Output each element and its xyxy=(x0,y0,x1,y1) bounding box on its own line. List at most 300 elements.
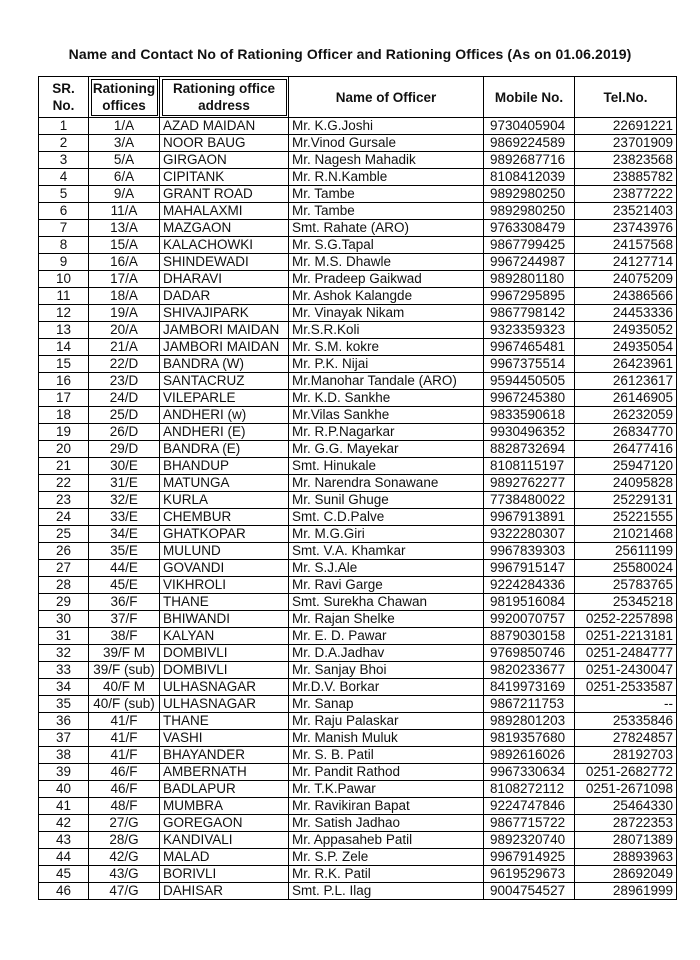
cell-rationing-office: 23/D xyxy=(89,373,160,390)
cell-officer-name: Mr. Satish Jadhao xyxy=(289,815,484,832)
cell-rationing-office: 22/D xyxy=(89,356,160,373)
cell-sr-no: 5 xyxy=(39,186,89,203)
cell-tel-no: 25464330 xyxy=(575,798,677,815)
cell-sr-no: 3 xyxy=(39,152,89,169)
cell-sr-no: 11 xyxy=(39,288,89,305)
cell-tel-no: 23885782 xyxy=(575,169,677,186)
cell-officer-name: Mr. Sunil Ghuge xyxy=(289,492,484,509)
cell-mobile-no: 8828732694 xyxy=(484,441,575,458)
table-row xyxy=(39,135,677,152)
cell-mobile-no: 9594450505 xyxy=(484,373,575,390)
cell-sr-no: 35 xyxy=(39,696,89,713)
cell-tel-no: 24935054 xyxy=(575,339,677,356)
cell-sr-no: 42 xyxy=(39,815,89,832)
cell-rationing-office: 24/D xyxy=(89,390,160,407)
cell-office-address: DOMBIVLI xyxy=(160,645,289,662)
cell-rationing-office: 45/E xyxy=(89,577,160,594)
cell-sr-no: 29 xyxy=(39,594,89,611)
header-sr-line1: SR. xyxy=(52,81,75,96)
cell-tel-no: 24157568 xyxy=(575,237,677,254)
cell-officer-name: Mr. Ravi Garge xyxy=(289,577,484,594)
table-row xyxy=(39,509,677,526)
table-row xyxy=(39,254,677,271)
table-row xyxy=(39,815,677,832)
cell-office-address: BHAYANDER xyxy=(160,747,289,764)
cell-tel-no: 23743976 xyxy=(575,220,677,237)
cell-sr-no: 31 xyxy=(39,628,89,645)
header-rationing-offices xyxy=(89,77,160,118)
cell-mobile-no: 9892980250 xyxy=(484,186,575,203)
cell-officer-name: Mr. T.K.Pawar xyxy=(289,781,484,798)
cell-sr-no: 24 xyxy=(39,509,89,526)
cell-office-address: DADAR xyxy=(160,288,289,305)
rationing-officers-table xyxy=(38,76,677,900)
table-row xyxy=(39,747,677,764)
cell-rationing-office: 15/A xyxy=(89,237,160,254)
cell-mobile-no: 9892616026 xyxy=(484,747,575,764)
cell-tel-no: 24386566 xyxy=(575,288,677,305)
table-row xyxy=(39,458,677,475)
cell-sr-no: 40 xyxy=(39,781,89,798)
cell-office-address: NOOR BAUG xyxy=(160,135,289,152)
table-row xyxy=(39,798,677,815)
table-row xyxy=(39,356,677,373)
cell-officer-name: Mr. D.A.Jadhav xyxy=(289,645,484,662)
cell-tel-no: 0251-2671098 xyxy=(575,781,677,798)
cell-rationing-office: 17/A xyxy=(89,271,160,288)
cell-officer-name: Mr. S. B. Patil xyxy=(289,747,484,764)
table-row xyxy=(39,832,677,849)
cell-office-address: KANDIVALI xyxy=(160,832,289,849)
table-row xyxy=(39,492,677,509)
table-row xyxy=(39,883,677,900)
table-row xyxy=(39,186,677,203)
table-header-row xyxy=(39,77,677,118)
cell-officer-name: Smt. C.D.Palve xyxy=(289,509,484,526)
cell-rationing-office: 26/D xyxy=(89,424,160,441)
cell-mobile-no: 9322280307 xyxy=(484,526,575,543)
cell-tel-no: 23701909 xyxy=(575,135,677,152)
cell-rationing-office: 13/A xyxy=(89,220,160,237)
cell-sr-no: 15 xyxy=(39,356,89,373)
cell-officer-name: Mr. S.G.Tapal xyxy=(289,237,484,254)
cell-rationing-office: 41/F xyxy=(89,730,160,747)
table-row xyxy=(39,203,677,220)
table-row xyxy=(39,237,677,254)
cell-sr-no: 28 xyxy=(39,577,89,594)
cell-mobile-no: 9224747846 xyxy=(484,798,575,815)
cell-officer-name: Mr.S.R.Koli xyxy=(289,322,484,339)
cell-office-address: JAMBORI MAIDAN xyxy=(160,322,289,339)
cell-tel-no: -- xyxy=(575,696,677,713)
cell-rationing-office: 40/F (sub) xyxy=(89,696,160,713)
cell-rationing-office: 39/F (sub) xyxy=(89,662,160,679)
cell-rationing-office: 5/A xyxy=(89,152,160,169)
table-row xyxy=(39,577,677,594)
cell-mobile-no: 9769850746 xyxy=(484,645,575,662)
cell-tel-no: 26232059 xyxy=(575,407,677,424)
cell-rationing-office: 44/E xyxy=(89,560,160,577)
cell-office-address: BHANDUP xyxy=(160,458,289,475)
cell-officer-name: Mr. K.G.Joshi xyxy=(289,118,484,135)
cell-rationing-office: 38/F xyxy=(89,628,160,645)
cell-rationing-office: 36/F xyxy=(89,594,160,611)
table-row xyxy=(39,611,677,628)
cell-officer-name: Mr. Tambe xyxy=(289,186,484,203)
cell-office-address: ANDHERI (E) xyxy=(160,424,289,441)
cell-sr-no: 1 xyxy=(39,118,89,135)
table-row xyxy=(39,594,677,611)
cell-sr-no: 26 xyxy=(39,543,89,560)
cell-officer-name: Mr. S.J.Ale xyxy=(289,560,484,577)
cell-officer-name: Smt. Hinukale xyxy=(289,458,484,475)
cell-mobile-no: 8419973169 xyxy=(484,679,575,696)
cell-office-address: KURLA xyxy=(160,492,289,509)
cell-mobile-no: 8108412039 xyxy=(484,169,575,186)
cell-tel-no: 27824857 xyxy=(575,730,677,747)
cell-office-address: BADLAPUR xyxy=(160,781,289,798)
cell-office-address: KALACHOWKI xyxy=(160,237,289,254)
cell-rationing-office: 43/G xyxy=(89,866,160,883)
cell-office-address: BHIWANDI xyxy=(160,611,289,628)
table-row xyxy=(39,390,677,407)
cell-office-address: CHEMBUR xyxy=(160,509,289,526)
cell-sr-no: 39 xyxy=(39,764,89,781)
cell-office-address: MALAD xyxy=(160,849,289,866)
table-row xyxy=(39,118,677,135)
table-row xyxy=(39,526,677,543)
cell-mobile-no: 9892801203 xyxy=(484,713,575,730)
cell-tel-no: 25229131 xyxy=(575,492,677,509)
cell-sr-no: 22 xyxy=(39,475,89,492)
cell-mobile-no: 9967465481 xyxy=(484,339,575,356)
document-title: Name and Contact No of Rationing Officer and Rationing Offices (As on 01.06.2019) xyxy=(68,46,632,62)
cell-tel-no: 28192703 xyxy=(575,747,677,764)
cell-rationing-office: 3/A xyxy=(89,135,160,152)
cell-rationing-office: 31/E xyxy=(89,475,160,492)
cell-sr-no: 34 xyxy=(39,679,89,696)
cell-officer-name: Mr. Ravikiran Bapat xyxy=(289,798,484,815)
cell-officer-name: Mr. M.G.Giri xyxy=(289,526,484,543)
table-row xyxy=(39,339,677,356)
cell-office-address: KALYAN xyxy=(160,628,289,645)
cell-sr-no: 2 xyxy=(39,135,89,152)
cell-sr-no: 13 xyxy=(39,322,89,339)
cell-officer-name: Mr. Ashok Kalangde xyxy=(289,288,484,305)
cell-mobile-no: 9224284336 xyxy=(484,577,575,594)
cell-office-address: MAHALAXMI xyxy=(160,203,289,220)
cell-officer-name: Mr. S.M. kokre xyxy=(289,339,484,356)
cell-rationing-office: 29/D xyxy=(89,441,160,458)
cell-tel-no: 23877222 xyxy=(575,186,677,203)
cell-office-address: BANDRA (W) xyxy=(160,356,289,373)
cell-sr-no: 19 xyxy=(39,424,89,441)
cell-mobile-no: 9892762277 xyxy=(484,475,575,492)
cell-mobile-no: 9833590618 xyxy=(484,407,575,424)
cell-tel-no: 26123617 xyxy=(575,373,677,390)
header-sr-line2: No. xyxy=(52,98,75,113)
table-row xyxy=(39,220,677,237)
cell-tel-no: 28961999 xyxy=(575,883,677,900)
cell-office-address: MAZGAON xyxy=(160,220,289,237)
cell-mobile-no: 9323359323 xyxy=(484,322,575,339)
cell-officer-name: Mr. Rajan Shelke xyxy=(289,611,484,628)
cell-rationing-office: 32/E xyxy=(89,492,160,509)
cell-officer-name: Smt. P.L. Ilag xyxy=(289,883,484,900)
table-row xyxy=(39,322,677,339)
cell-mobile-no: 9892801180 xyxy=(484,271,575,288)
cell-rationing-office: 21/A xyxy=(89,339,160,356)
cell-rationing-office: 28/G xyxy=(89,832,160,849)
header-address-line2: address xyxy=(198,98,250,113)
cell-office-address: SHINDEWADI xyxy=(160,254,289,271)
cell-rationing-office: 47/G xyxy=(89,883,160,900)
header-tel-no: Tel.No. xyxy=(575,77,677,118)
table-row xyxy=(39,628,677,645)
cell-mobile-no: 9730405904 xyxy=(484,118,575,135)
cell-office-address: THANE xyxy=(160,713,289,730)
cell-sr-no: 17 xyxy=(39,390,89,407)
cell-officer-name: Mr. Vinayak Nikam xyxy=(289,305,484,322)
cell-officer-name: Mr. E. D. Pawar xyxy=(289,628,484,645)
cell-rationing-office: 16/A xyxy=(89,254,160,271)
cell-office-address: ULHASNAGAR xyxy=(160,679,289,696)
cell-office-address: JAMBORI MAIDAN xyxy=(160,339,289,356)
cell-sr-no: 44 xyxy=(39,849,89,866)
cell-office-address: CIPITANK xyxy=(160,169,289,186)
cell-sr-no: 32 xyxy=(39,645,89,662)
cell-tel-no: 25335846 xyxy=(575,713,677,730)
cell-rationing-office: 34/E xyxy=(89,526,160,543)
cell-tel-no: 0251-2484777 xyxy=(575,645,677,662)
cell-officer-name: Mr. M.S. Dhawle xyxy=(289,254,484,271)
cell-tel-no: 26146905 xyxy=(575,390,677,407)
cell-rationing-office: 39/F M xyxy=(89,645,160,662)
table-body xyxy=(39,118,677,900)
table-row xyxy=(39,713,677,730)
table-row xyxy=(39,169,677,186)
cell-mobile-no: 9820233677 xyxy=(484,662,575,679)
cell-tel-no: 24453336 xyxy=(575,305,677,322)
cell-office-address: BORIVLI xyxy=(160,866,289,883)
cell-office-address: GOREGAON xyxy=(160,815,289,832)
cell-sr-no: 43 xyxy=(39,832,89,849)
table-row xyxy=(39,305,677,322)
cell-rationing-office: 19/A xyxy=(89,305,160,322)
cell-tel-no: 22691221 xyxy=(575,118,677,135)
cell-mobile-no: 9920070757 xyxy=(484,611,575,628)
cell-tel-no: 23823568 xyxy=(575,152,677,169)
cell-mobile-no: 9892687716 xyxy=(484,152,575,169)
table-row xyxy=(39,560,677,577)
cell-tel-no: 0251-2430047 xyxy=(575,662,677,679)
cell-officer-name: Mr. R.P.Nagarkar xyxy=(289,424,484,441)
cell-sr-no: 45 xyxy=(39,866,89,883)
cell-rationing-office: 1/A xyxy=(89,118,160,135)
cell-office-address: GHATKOPAR xyxy=(160,526,289,543)
cell-rationing-office: 41/F xyxy=(89,747,160,764)
cell-tel-no: 26834770 xyxy=(575,424,677,441)
cell-tel-no: 28071389 xyxy=(575,832,677,849)
table-row xyxy=(39,866,677,883)
cell-tel-no: 24935052 xyxy=(575,322,677,339)
cell-mobile-no: 9867798142 xyxy=(484,305,575,322)
cell-tel-no: 28893963 xyxy=(575,849,677,866)
cell-tel-no: 23521403 xyxy=(575,203,677,220)
cell-rationing-office: 9/A xyxy=(89,186,160,203)
cell-officer-name: Mr. Nagesh Mahadik xyxy=(289,152,484,169)
cell-officer-name: Smt. Rahate (ARO) xyxy=(289,220,484,237)
cell-officer-name: Smt. Surekha Chawan xyxy=(289,594,484,611)
cell-office-address: ULHASNAGAR xyxy=(160,696,289,713)
cell-sr-no: 38 xyxy=(39,747,89,764)
cell-tel-no: 28722353 xyxy=(575,815,677,832)
cell-mobile-no: 9867715722 xyxy=(484,815,575,832)
cell-officer-name: Mr. Tambe xyxy=(289,203,484,220)
header-office-address xyxy=(160,77,289,118)
cell-rationing-office: 42/G xyxy=(89,849,160,866)
cell-sr-no: 6 xyxy=(39,203,89,220)
cell-tel-no: 0251-2213181 xyxy=(575,628,677,645)
cell-rationing-office: 40/F M xyxy=(89,679,160,696)
cell-officer-name: Mr. Manish Muluk xyxy=(289,730,484,747)
cell-officer-name: Smt. V.A. Khamkar xyxy=(289,543,484,560)
table-row xyxy=(39,152,677,169)
cell-tel-no: 28692049 xyxy=(575,866,677,883)
cell-rationing-office: 6/A xyxy=(89,169,160,186)
cell-mobile-no: 9967245380 xyxy=(484,390,575,407)
cell-tel-no: 25947120 xyxy=(575,458,677,475)
cell-mobile-no: 9967914925 xyxy=(484,849,575,866)
cell-sr-no: 10 xyxy=(39,271,89,288)
cell-tel-no: 25345218 xyxy=(575,594,677,611)
cell-rationing-office: 37/F xyxy=(89,611,160,628)
table-row xyxy=(39,288,677,305)
table-row xyxy=(39,424,677,441)
table-row xyxy=(39,475,677,492)
cell-rationing-office: 46/F xyxy=(89,764,160,781)
cell-sr-no: 8 xyxy=(39,237,89,254)
cell-sr-no: 12 xyxy=(39,305,89,322)
cell-tel-no: 0252-2257898 xyxy=(575,611,677,628)
cell-sr-no: 20 xyxy=(39,441,89,458)
cell-mobile-no: 8108272112 xyxy=(484,781,575,798)
cell-office-address: AZAD MAIDAN xyxy=(160,118,289,135)
table-row xyxy=(39,271,677,288)
cell-sr-no: 16 xyxy=(39,373,89,390)
cell-sr-no: 21 xyxy=(39,458,89,475)
cell-sr-no: 14 xyxy=(39,339,89,356)
table-row xyxy=(39,781,677,798)
cell-sr-no: 37 xyxy=(39,730,89,747)
header-office-line1: Rationing xyxy=(92,81,156,96)
cell-officer-name: Mr. Narendra Sonawane xyxy=(289,475,484,492)
cell-mobile-no: 9967244987 xyxy=(484,254,575,271)
cell-officer-name: Mr.D.V. Borkar xyxy=(289,679,484,696)
table-row xyxy=(39,696,677,713)
cell-mobile-no: 9967915147 xyxy=(484,560,575,577)
table-row xyxy=(39,373,677,390)
cell-tel-no: 25221555 xyxy=(575,509,677,526)
table-row xyxy=(39,679,677,696)
header-sr-no xyxy=(39,77,89,118)
cell-tel-no: 21021468 xyxy=(575,526,677,543)
cell-tel-no: 25783765 xyxy=(575,577,677,594)
cell-office-address: THANE xyxy=(160,594,289,611)
cell-mobile-no: 9967839303 xyxy=(484,543,575,560)
cell-officer-name: Mr. P.K. Nijai xyxy=(289,356,484,373)
cell-rationing-office: 20/A xyxy=(89,322,160,339)
cell-sr-no: 25 xyxy=(39,526,89,543)
cell-mobile-no: 9967375514 xyxy=(484,356,575,373)
header-office-line2: offices xyxy=(102,98,146,113)
cell-mobile-no: 9967295895 xyxy=(484,288,575,305)
cell-tel-no: 26477416 xyxy=(575,441,677,458)
cell-tel-no: 24127714 xyxy=(575,254,677,271)
header-name-of-officer: Name of Officer xyxy=(289,77,484,118)
cell-mobile-no: 9869224589 xyxy=(484,135,575,152)
cell-sr-no: 4 xyxy=(39,169,89,186)
cell-office-address: BANDRA (E) xyxy=(160,441,289,458)
table-row xyxy=(39,407,677,424)
cell-office-address: VILEPARLE xyxy=(160,390,289,407)
cell-office-address: GRANT ROAD xyxy=(160,186,289,203)
cell-sr-no: 30 xyxy=(39,611,89,628)
cell-officer-name: Mr. Pandit Rathod xyxy=(289,764,484,781)
cell-mobile-no: 8879030158 xyxy=(484,628,575,645)
cell-sr-no: 36 xyxy=(39,713,89,730)
cell-office-address: SANTACRUZ xyxy=(160,373,289,390)
cell-office-address: SHIVAJIPARK xyxy=(160,305,289,322)
cell-office-address: DOMBIVLI xyxy=(160,662,289,679)
cell-sr-no: 27 xyxy=(39,560,89,577)
cell-mobile-no: 9763308479 xyxy=(484,220,575,237)
cell-tel-no: 0251-2533587 xyxy=(575,679,677,696)
table-row xyxy=(39,662,677,679)
cell-rationing-office: 41/F xyxy=(89,713,160,730)
cell-officer-name: Mr. S.P. Zele xyxy=(289,849,484,866)
cell-rationing-office: 27/G xyxy=(89,815,160,832)
cell-mobile-no: 7738480022 xyxy=(484,492,575,509)
cell-office-address: GIRGAON xyxy=(160,152,289,169)
header-address-line1: Rationing office xyxy=(173,81,275,96)
cell-office-address: VIKHROLI xyxy=(160,577,289,594)
cell-sr-no: 46 xyxy=(39,883,89,900)
cell-tel-no: 0251-2682772 xyxy=(575,764,677,781)
cell-tel-no: 24075209 xyxy=(575,271,677,288)
cell-officer-name: Mr. Sanap xyxy=(289,696,484,713)
cell-rationing-office: 35/E xyxy=(89,543,160,560)
cell-sr-no: 23 xyxy=(39,492,89,509)
cell-rationing-office: 46/F xyxy=(89,781,160,798)
cell-mobile-no: 9819516084 xyxy=(484,594,575,611)
cell-mobile-no: 9967913891 xyxy=(484,509,575,526)
table-row xyxy=(39,730,677,747)
cell-mobile-no: 9004754527 xyxy=(484,883,575,900)
cell-sr-no: 7 xyxy=(39,220,89,237)
cell-mobile-no: 9819357680 xyxy=(484,730,575,747)
cell-office-address: GOVANDI xyxy=(160,560,289,577)
cell-officer-name: Mr. K.D. Sankhe xyxy=(289,390,484,407)
cell-officer-name: Mr. Appasaheb Patil xyxy=(289,832,484,849)
cell-tel-no: 25611199 xyxy=(575,543,677,560)
table-row xyxy=(39,543,677,560)
cell-sr-no: 41 xyxy=(39,798,89,815)
cell-mobile-no: 9930496352 xyxy=(484,424,575,441)
cell-officer-name: Mr.Vilas Sankhe xyxy=(289,407,484,424)
cell-mobile-no: 9892320740 xyxy=(484,832,575,849)
cell-officer-name: Mr. Raju Palaskar xyxy=(289,713,484,730)
